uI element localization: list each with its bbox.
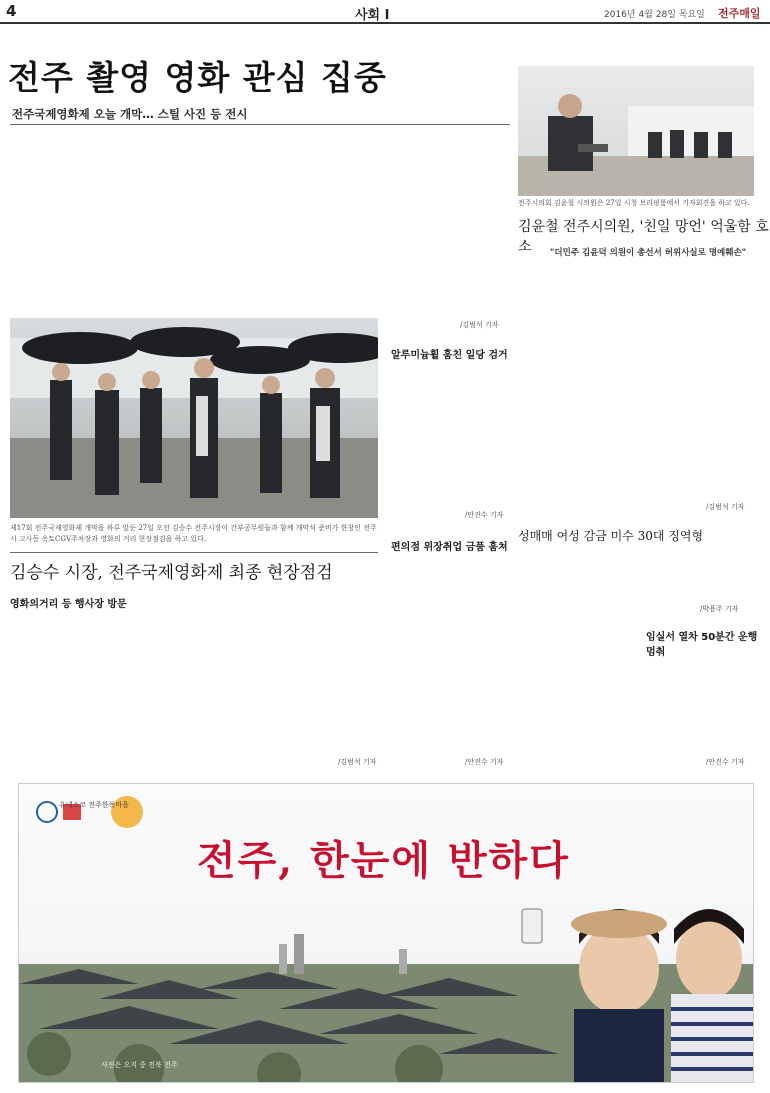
story6-headline: 성매매 여성 감금 미수 30대 징역형: [518, 529, 704, 543]
body-text-block: [391, 100, 511, 320]
ad-slogan: 전주, 한눈에 반하다: [197, 837, 570, 884]
body-text-block: [518, 262, 636, 502]
ad-logo-text: 유네스코 전주한옥마을: [59, 801, 129, 809]
photo-caption: 제17회 전주국제영화제 개막을 하루 앞둔 27일 오전 김승수 전주시장이 간부공무원들과 함께 개막식 준비가 한창인 전주시 고사동 옥토CGV주차장과 영화의 거리 현장점검을 하고 있다.: [10, 524, 377, 543]
story3-headline: 김윤철 전주시의원, '친일 망언' 억울함 호소: [518, 219, 769, 255]
body-text-block: [135, 595, 253, 770]
press-conference-photo: [518, 66, 754, 196]
event-photo-illustration: [10, 318, 378, 518]
story5-headline: 편의점 위장취업 금품 훔쳐: [391, 542, 508, 553]
body-text-block: [391, 362, 511, 510]
photo-caption: 전주시의회 김윤철 시의원은 27일 시청 브리핑룸에서 기자회견을 하고 있다.: [518, 199, 750, 207]
body-text-block: [135, 134, 250, 304]
main-headline: 전주 촬영 영화 관심 집중: [8, 58, 387, 97]
story2-subhead: 영화의거리 등 행사장 방문: [10, 599, 127, 610]
press-conference-illustration: [518, 66, 754, 196]
byline: /안진수 기자: [706, 758, 745, 766]
story3-subhead: "더민주 김윤덕 의원이 총선서 허위사실로 명예훼손": [550, 248, 747, 258]
byline: /안진수 기자: [465, 511, 504, 519]
story4-headline: 알루미늄휠 훔친 일당 검거: [391, 350, 508, 361]
byline: /박용주 기자: [700, 605, 739, 613]
newspaper-name: 전주매일: [718, 7, 761, 20]
body-text-block: [391, 555, 509, 755]
byline: /김범석 기자: [460, 321, 499, 329]
body-text-block: [10, 134, 125, 304]
event-photo: [10, 318, 378, 518]
byline: /김범석 기자: [338, 758, 377, 766]
body-text-block: [260, 595, 378, 753]
section-label: 사회 Ⅰ: [355, 8, 390, 23]
main-subhead: 전주국제영화제 오늘 개막… 스틸 사진 등 전시: [12, 107, 248, 121]
body-text-block: [10, 612, 128, 770]
body-text-block: [642, 262, 754, 502]
ad-photo-caption: 사진은 오지 중 전북 전주: [101, 1061, 178, 1069]
divider: [10, 552, 378, 553]
byline: /안진수 기자: [465, 758, 504, 766]
story7-headline: 임실서 열차 50분간 운행 멈춰: [646, 632, 758, 658]
story2-headline: 김승수 시장, 전주국제영화제 최종 현장점검: [10, 563, 333, 583]
body-text-block: [518, 552, 636, 774]
body-text-block: [646, 552, 754, 602]
tourism-advertisement: [18, 783, 754, 1083]
issue-date: 2016년 4월 28일 목요일: [604, 10, 705, 20]
body-text-block: [260, 100, 382, 305]
body-text-block: [646, 646, 754, 756]
byline: /김범석 기자: [706, 503, 745, 511]
page-number: 4: [6, 2, 17, 20]
